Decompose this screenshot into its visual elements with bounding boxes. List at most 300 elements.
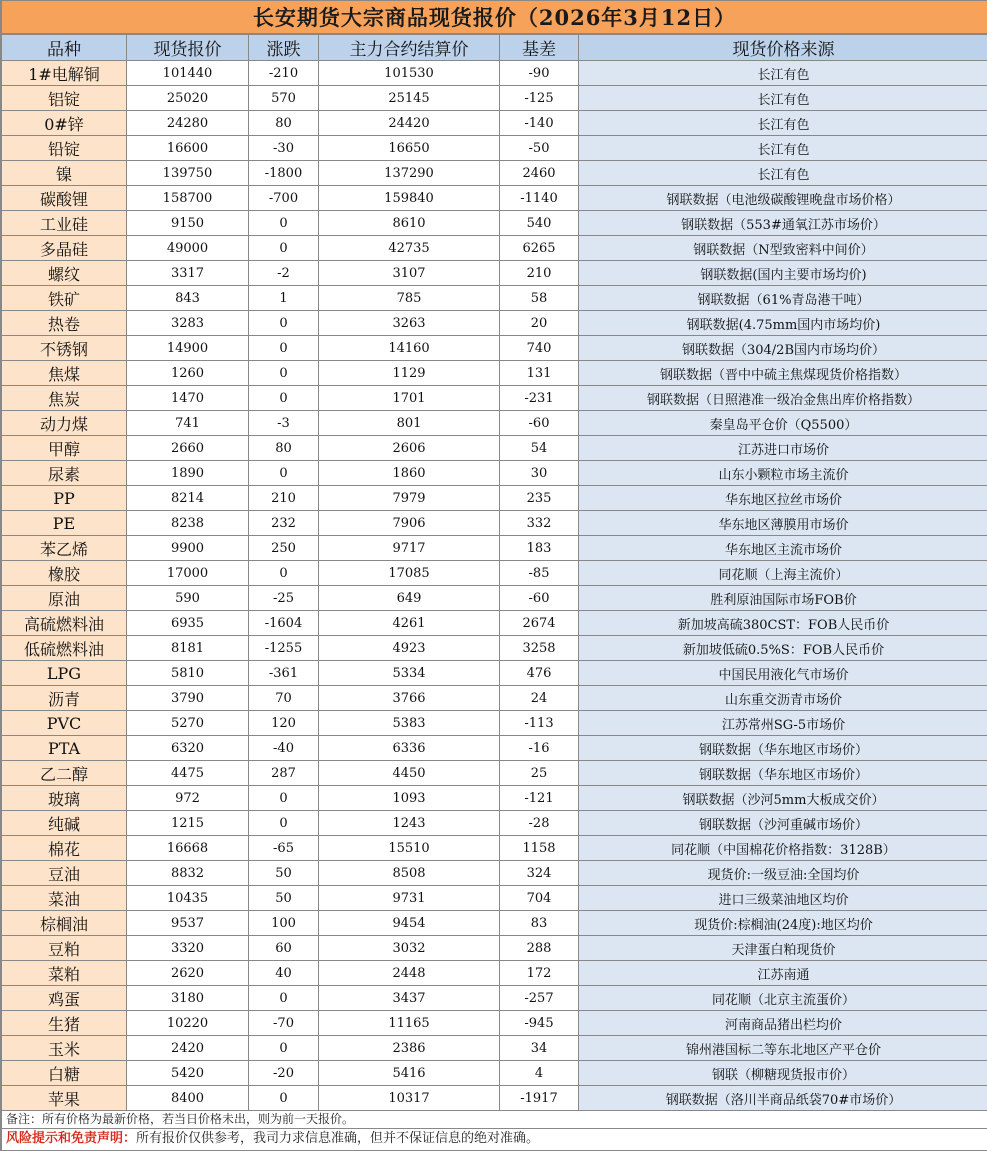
table-row bbox=[2, 811, 987, 836]
table-row bbox=[2, 711, 987, 736]
change-cell: -25 bbox=[249, 586, 319, 611]
table-row bbox=[2, 911, 987, 936]
source-cell: 同花顺（上海主流价） bbox=[579, 561, 987, 586]
source-cell: 钢联数据（洛川半商品纸袋70#市场价） bbox=[579, 1086, 987, 1111]
header-row bbox=[2, 35, 987, 61]
source-cell: 华东地区薄膜用市场价 bbox=[579, 511, 987, 536]
spot-price-cell: 139750 bbox=[127, 161, 249, 186]
variety-cell: 甲醇 bbox=[2, 436, 127, 461]
settlement-cell: 649 bbox=[319, 586, 500, 611]
source-cell: 秦皇岛平仓价（Q5500） bbox=[579, 411, 987, 436]
change-cell: -700 bbox=[249, 186, 319, 211]
table-row bbox=[2, 261, 987, 286]
variety-cell: PVC bbox=[2, 711, 127, 736]
variety-cell: 玉米 bbox=[2, 1036, 127, 1061]
source-cell: 钢联数据（N型致密料中间价） bbox=[579, 236, 987, 261]
settlement-cell: 2386 bbox=[319, 1036, 500, 1061]
spot-price-cell: 5810 bbox=[127, 661, 249, 686]
source-cell: 新加坡低硫0.5%S：FOB人民币价 bbox=[579, 636, 987, 661]
basis-cell: 58 bbox=[500, 286, 579, 311]
change-cell: 210 bbox=[249, 486, 319, 511]
price-table bbox=[1, 34, 987, 1111]
basis-cell: -50 bbox=[500, 136, 579, 161]
change-cell: 40 bbox=[249, 961, 319, 986]
variety-cell: 白糖 bbox=[2, 1061, 127, 1086]
variety-cell: 棕榈油 bbox=[2, 911, 127, 936]
source-cell: 钢联数据（553#通氧江苏市场价） bbox=[579, 211, 987, 236]
variety-cell: 高硫燃料油 bbox=[2, 611, 127, 636]
table-body bbox=[2, 61, 987, 1111]
change-cell: 0 bbox=[249, 236, 319, 261]
variety-cell: 焦炭 bbox=[2, 386, 127, 411]
basis-cell: 476 bbox=[500, 661, 579, 686]
source-cell: 钢联数据(国内主要市场均价) bbox=[579, 261, 987, 286]
source-cell: 钢联（柳糖现货报市价） bbox=[579, 1061, 987, 1086]
basis-cell: 25 bbox=[500, 761, 579, 786]
source-cell: 河南商品猪出栏均价 bbox=[579, 1011, 987, 1036]
source-cell: 长江有色 bbox=[579, 161, 987, 186]
change-cell: -2 bbox=[249, 261, 319, 286]
settlement-cell: 801 bbox=[319, 411, 500, 436]
change-cell: -1255 bbox=[249, 636, 319, 661]
variety-cell: 苹果 bbox=[2, 1086, 127, 1111]
table-row bbox=[2, 86, 987, 111]
table-row bbox=[2, 1061, 987, 1086]
basis-cell: -16 bbox=[500, 736, 579, 761]
source-cell: 钢联数据（电池级碳酸锂晚盘市场价格） bbox=[579, 186, 987, 211]
settlement-cell: 137290 bbox=[319, 161, 500, 186]
settlement-cell: 10317 bbox=[319, 1086, 500, 1111]
change-cell: 0 bbox=[249, 786, 319, 811]
change-cell: -40 bbox=[249, 736, 319, 761]
spot-price-cell: 741 bbox=[127, 411, 249, 436]
variety-cell: 生猪 bbox=[2, 1011, 127, 1036]
variety-cell: PTA bbox=[2, 736, 127, 761]
change-cell: 0 bbox=[249, 1036, 319, 1061]
variety-cell: 菜粕 bbox=[2, 961, 127, 986]
spot-price-cell: 1890 bbox=[127, 461, 249, 486]
settlement-cell: 101530 bbox=[319, 61, 500, 86]
header-source: 现货价格来源 bbox=[579, 35, 987, 61]
settlement-cell: 3437 bbox=[319, 986, 500, 1011]
settlement-cell: 7979 bbox=[319, 486, 500, 511]
settlement-cell: 7906 bbox=[319, 511, 500, 536]
variety-cell: 鸡蛋 bbox=[2, 986, 127, 1011]
basis-cell: -28 bbox=[500, 811, 579, 836]
variety-cell: 焦煤 bbox=[2, 361, 127, 386]
change-cell: 0 bbox=[249, 811, 319, 836]
change-cell: 50 bbox=[249, 886, 319, 911]
source-cell: 长江有色 bbox=[579, 136, 987, 161]
spot-price-cell: 8400 bbox=[127, 1086, 249, 1111]
settlement-cell: 8508 bbox=[319, 861, 500, 886]
spot-price-cell: 5270 bbox=[127, 711, 249, 736]
change-cell: -361 bbox=[249, 661, 319, 686]
change-cell: 0 bbox=[249, 311, 319, 336]
settlement-cell: 1093 bbox=[319, 786, 500, 811]
settlement-cell: 9731 bbox=[319, 886, 500, 911]
change-cell: 120 bbox=[249, 711, 319, 736]
settlement-cell: 785 bbox=[319, 286, 500, 311]
basis-cell: 3258 bbox=[500, 636, 579, 661]
table-row bbox=[2, 661, 987, 686]
basis-cell: 210 bbox=[500, 261, 579, 286]
source-cell: 钢联数据（61%青岛港干吨） bbox=[579, 286, 987, 311]
basis-cell: -113 bbox=[500, 711, 579, 736]
settlement-cell: 1860 bbox=[319, 461, 500, 486]
source-cell: 江苏常州SG-5市场价 bbox=[579, 711, 987, 736]
spot-price-cell: 10220 bbox=[127, 1011, 249, 1036]
table-row bbox=[2, 1086, 987, 1111]
variety-cell: 工业硅 bbox=[2, 211, 127, 236]
change-cell: 287 bbox=[249, 761, 319, 786]
variety-cell: 多晶硅 bbox=[2, 236, 127, 261]
basis-cell: 740 bbox=[500, 336, 579, 361]
basis-cell: 332 bbox=[500, 511, 579, 536]
source-cell: 华东地区主流市场价 bbox=[579, 536, 987, 561]
variety-cell: 碳酸锂 bbox=[2, 186, 127, 211]
change-cell: 0 bbox=[249, 211, 319, 236]
change-cell: 0 bbox=[249, 336, 319, 361]
basis-cell: 540 bbox=[500, 211, 579, 236]
basis-cell: -945 bbox=[500, 1011, 579, 1036]
basis-cell: 183 bbox=[500, 536, 579, 561]
variety-cell: 0#锌 bbox=[2, 111, 127, 136]
change-cell: 0 bbox=[249, 561, 319, 586]
variety-cell: 菜油 bbox=[2, 886, 127, 911]
variety-cell: PP bbox=[2, 486, 127, 511]
spot-price-cell: 14900 bbox=[127, 336, 249, 361]
change-cell: 1 bbox=[249, 286, 319, 311]
basis-cell: -1917 bbox=[500, 1086, 579, 1111]
change-cell: -30 bbox=[249, 136, 319, 161]
basis-cell: 288 bbox=[500, 936, 579, 961]
spot-price-cell: 10435 bbox=[127, 886, 249, 911]
change-cell: 250 bbox=[249, 536, 319, 561]
settlement-cell: 15510 bbox=[319, 836, 500, 861]
source-cell: 长江有色 bbox=[579, 111, 987, 136]
spot-price-cell: 5420 bbox=[127, 1061, 249, 1086]
table-row bbox=[2, 861, 987, 886]
variety-cell: 豆油 bbox=[2, 861, 127, 886]
variety-cell: 热卷 bbox=[2, 311, 127, 336]
table-row bbox=[2, 161, 987, 186]
variety-cell: 原油 bbox=[2, 586, 127, 611]
source-cell: 钢联数据（沙河5mm大板成交价） bbox=[579, 786, 987, 811]
spot-price-cell: 972 bbox=[127, 786, 249, 811]
variety-cell: 沥青 bbox=[2, 686, 127, 711]
table-row bbox=[2, 686, 987, 711]
spot-price-cell: 3283 bbox=[127, 311, 249, 336]
source-cell: 山东小颗粒市场主流价 bbox=[579, 461, 987, 486]
settlement-cell: 1129 bbox=[319, 361, 500, 386]
table-row bbox=[2, 61, 987, 86]
spot-price-cell: 3790 bbox=[127, 686, 249, 711]
basis-cell: -121 bbox=[500, 786, 579, 811]
basis-cell: 30 bbox=[500, 461, 579, 486]
source-cell: 钢联数据（华东地区市场价） bbox=[579, 761, 987, 786]
table-row bbox=[2, 936, 987, 961]
settlement-cell: 4923 bbox=[319, 636, 500, 661]
basis-cell: 2674 bbox=[500, 611, 579, 636]
table-row bbox=[2, 836, 987, 861]
source-cell: 中国民用液化气市场价 bbox=[579, 661, 987, 686]
change-cell: 232 bbox=[249, 511, 319, 536]
change-cell: 0 bbox=[249, 461, 319, 486]
spot-price-cell: 2420 bbox=[127, 1036, 249, 1061]
basis-cell: -85 bbox=[500, 561, 579, 586]
risk-text: 所有报价仅供参考，我司力求信息准确，但并不保证信息的绝对准确。 bbox=[136, 1131, 539, 1146]
basis-cell: 54 bbox=[500, 436, 579, 461]
variety-cell: 纯碱 bbox=[2, 811, 127, 836]
risk-disclaimer bbox=[1, 1129, 987, 1151]
change-cell: 0 bbox=[249, 986, 319, 1011]
source-cell: 江苏南通 bbox=[579, 961, 987, 986]
variety-cell: PE bbox=[2, 511, 127, 536]
settlement-cell: 4261 bbox=[319, 611, 500, 636]
settlement-cell: 6336 bbox=[319, 736, 500, 761]
variety-cell: 动力煤 bbox=[2, 411, 127, 436]
table-row bbox=[2, 361, 987, 386]
table-row bbox=[2, 111, 987, 136]
spot-price-cell: 8238 bbox=[127, 511, 249, 536]
settlement-cell: 24420 bbox=[319, 111, 500, 136]
settlement-cell: 42735 bbox=[319, 236, 500, 261]
variety-cell: 不锈钢 bbox=[2, 336, 127, 361]
change-cell: 80 bbox=[249, 111, 319, 136]
spot-price-cell: 158700 bbox=[127, 186, 249, 211]
table-row bbox=[2, 1036, 987, 1061]
table-row bbox=[2, 611, 987, 636]
source-cell: 钢联数据（日照港准一级冶金焦出库价格指数） bbox=[579, 386, 987, 411]
table-row bbox=[2, 586, 987, 611]
basis-cell: 4 bbox=[500, 1061, 579, 1086]
spot-price-cell: 1215 bbox=[127, 811, 249, 836]
spot-price-cell: 8181 bbox=[127, 636, 249, 661]
variety-cell: 豆粕 bbox=[2, 936, 127, 961]
table-row bbox=[2, 461, 987, 486]
table-row bbox=[2, 561, 987, 586]
source-cell: 钢联数据（304/2B国内市场均价） bbox=[579, 336, 987, 361]
change-cell: 0 bbox=[249, 386, 319, 411]
spot-price-cell: 49000 bbox=[127, 236, 249, 261]
spot-price-cell: 6935 bbox=[127, 611, 249, 636]
source-cell: 钢联数据(4.75mm国内市场均价) bbox=[579, 311, 987, 336]
settlement-cell: 3766 bbox=[319, 686, 500, 711]
table-row bbox=[2, 986, 987, 1011]
table-row bbox=[2, 386, 987, 411]
variety-cell: 棉花 bbox=[2, 836, 127, 861]
spot-price-cell: 17000 bbox=[127, 561, 249, 586]
spot-price-cell: 3180 bbox=[127, 986, 249, 1011]
source-cell: 现货价:棕榈油(24度):地区均价 bbox=[579, 911, 987, 936]
settlement-cell: 8610 bbox=[319, 211, 500, 236]
variety-cell: 玻璃 bbox=[2, 786, 127, 811]
basis-cell: -60 bbox=[500, 411, 579, 436]
table-row bbox=[2, 761, 987, 786]
source-cell: 进口三级菜油地区均价 bbox=[579, 886, 987, 911]
settlement-cell: 17085 bbox=[319, 561, 500, 586]
source-cell: 新加坡高硫380CST：FOB人民币价 bbox=[579, 611, 987, 636]
basis-cell: -90 bbox=[500, 61, 579, 86]
settlement-cell: 9454 bbox=[319, 911, 500, 936]
change-cell: -20 bbox=[249, 1061, 319, 1086]
settlement-cell: 2448 bbox=[319, 961, 500, 986]
table-row bbox=[2, 486, 987, 511]
table-row bbox=[2, 786, 987, 811]
basis-cell: 131 bbox=[500, 361, 579, 386]
spot-price-cell: 4475 bbox=[127, 761, 249, 786]
table-row bbox=[2, 211, 987, 236]
settlement-cell: 2606 bbox=[319, 436, 500, 461]
basis-cell: 34 bbox=[500, 1036, 579, 1061]
spot-price-cell: 3317 bbox=[127, 261, 249, 286]
source-cell: 同花顺（中国棉花价格指数：3128B） bbox=[579, 836, 987, 861]
header-basis: 基差 bbox=[500, 35, 579, 61]
settlement-cell: 4450 bbox=[319, 761, 500, 786]
settlement-cell: 3263 bbox=[319, 311, 500, 336]
basis-cell: 324 bbox=[500, 861, 579, 886]
header-settlement: 主力合约结算价 bbox=[319, 35, 500, 61]
spot-price-cell: 3320 bbox=[127, 936, 249, 961]
settlement-cell: 9717 bbox=[319, 536, 500, 561]
spot-price-cell: 6320 bbox=[127, 736, 249, 761]
table-row bbox=[2, 311, 987, 336]
basis-cell: 172 bbox=[500, 961, 579, 986]
settlement-cell: 16650 bbox=[319, 136, 500, 161]
change-cell: -1800 bbox=[249, 161, 319, 186]
basis-cell: 83 bbox=[500, 911, 579, 936]
source-cell: 钢联数据（沙河重碱市场价） bbox=[579, 811, 987, 836]
table-row bbox=[2, 736, 987, 761]
spot-price-cell: 16668 bbox=[127, 836, 249, 861]
source-cell: 长江有色 bbox=[579, 86, 987, 111]
spot-price-cell: 9150 bbox=[127, 211, 249, 236]
header-change: 涨跌 bbox=[249, 35, 319, 61]
header-variety: 品种 bbox=[2, 35, 127, 61]
settlement-cell: 159840 bbox=[319, 186, 500, 211]
spot-price-cell: 2620 bbox=[127, 961, 249, 986]
basis-cell: -231 bbox=[500, 386, 579, 411]
variety-cell: 苯乙烯 bbox=[2, 536, 127, 561]
settlement-cell: 1701 bbox=[319, 386, 500, 411]
table-row bbox=[2, 536, 987, 561]
spot-price-cell: 8832 bbox=[127, 861, 249, 886]
risk-label: 风险提示和免责声明： bbox=[6, 1131, 136, 1146]
table-row bbox=[2, 236, 987, 261]
variety-cell: 低硫燃料油 bbox=[2, 636, 127, 661]
source-cell: 现货价:一级豆油:全国均价 bbox=[579, 861, 987, 886]
basis-cell: -1140 bbox=[500, 186, 579, 211]
variety-cell: 尿素 bbox=[2, 461, 127, 486]
variety-cell: 螺纹 bbox=[2, 261, 127, 286]
spot-price-cell: 24280 bbox=[127, 111, 249, 136]
source-cell: 锦州港国标二等东北地区产平仓价 bbox=[579, 1036, 987, 1061]
table-row bbox=[2, 511, 987, 536]
spot-price-cell: 2660 bbox=[127, 436, 249, 461]
spot-price-cell: 590 bbox=[127, 586, 249, 611]
source-cell: 江苏进口市场价 bbox=[579, 436, 987, 461]
variety-cell: LPG bbox=[2, 661, 127, 686]
basis-cell: -60 bbox=[500, 586, 579, 611]
spot-price-cell: 9537 bbox=[127, 911, 249, 936]
source-cell: 天津蛋白粕现货价 bbox=[579, 936, 987, 961]
basis-cell: 20 bbox=[500, 311, 579, 336]
settlement-cell: 3032 bbox=[319, 936, 500, 961]
variety-cell: 1#电解铜 bbox=[2, 61, 127, 86]
table-row bbox=[2, 411, 987, 436]
change-cell: 70 bbox=[249, 686, 319, 711]
basis-cell: 2460 bbox=[500, 161, 579, 186]
source-cell: 同花顺（北京主流蛋价） bbox=[579, 986, 987, 1011]
settlement-cell: 14160 bbox=[319, 336, 500, 361]
change-cell: 0 bbox=[249, 361, 319, 386]
basis-cell: -125 bbox=[500, 86, 579, 111]
source-cell: 胜利原油国际市场FOB价 bbox=[579, 586, 987, 611]
table-row bbox=[2, 636, 987, 661]
basis-cell: 704 bbox=[500, 886, 579, 911]
source-cell: 钢联数据（华东地区市场价） bbox=[579, 736, 987, 761]
change-cell: -1604 bbox=[249, 611, 319, 636]
basis-cell: -257 bbox=[500, 986, 579, 1011]
settlement-cell: 1243 bbox=[319, 811, 500, 836]
table-row bbox=[2, 961, 987, 986]
change-cell: 570 bbox=[249, 86, 319, 111]
sheet-title: 长安期货大宗商品现货报价（2026年3月12日） bbox=[1, 0, 987, 34]
table-row bbox=[2, 1011, 987, 1036]
basis-cell: 6265 bbox=[500, 236, 579, 261]
spot-price-cell: 101440 bbox=[127, 61, 249, 86]
source-cell: 钢联数据（晋中中硫主焦煤现货价格指数） bbox=[579, 361, 987, 386]
variety-cell: 橡胶 bbox=[2, 561, 127, 586]
table-row bbox=[2, 886, 987, 911]
spot-price-cell: 9900 bbox=[127, 536, 249, 561]
change-cell: 50 bbox=[249, 861, 319, 886]
variety-cell: 乙二醇 bbox=[2, 761, 127, 786]
spot-price-cell: 843 bbox=[127, 286, 249, 311]
settlement-cell: 5334 bbox=[319, 661, 500, 686]
table-row bbox=[2, 286, 987, 311]
basis-cell: 24 bbox=[500, 686, 579, 711]
change-cell: 0 bbox=[249, 1086, 319, 1111]
footnote: 备注：所有价格为最新价格，若当日价格未出，则为前一天报价。 bbox=[1, 1111, 987, 1129]
variety-cell: 铝锭 bbox=[2, 86, 127, 111]
basis-cell: 235 bbox=[500, 486, 579, 511]
change-cell: -3 bbox=[249, 411, 319, 436]
change-cell: -210 bbox=[249, 61, 319, 86]
table-row bbox=[2, 136, 987, 161]
source-cell: 华东地区拉丝市场价 bbox=[579, 486, 987, 511]
variety-cell: 铁矿 bbox=[2, 286, 127, 311]
source-cell: 山东重交沥青市场价 bbox=[579, 686, 987, 711]
settlement-cell: 5383 bbox=[319, 711, 500, 736]
settlement-cell: 5416 bbox=[319, 1061, 500, 1086]
variety-cell: 镍 bbox=[2, 161, 127, 186]
settlement-cell: 25145 bbox=[319, 86, 500, 111]
basis-cell: 1158 bbox=[500, 836, 579, 861]
settlement-cell: 11165 bbox=[319, 1011, 500, 1036]
change-cell: 60 bbox=[249, 936, 319, 961]
variety-cell: 铅锭 bbox=[2, 136, 127, 161]
table-row bbox=[2, 186, 987, 211]
change-cell: 80 bbox=[249, 436, 319, 461]
spot-price-cell: 16600 bbox=[127, 136, 249, 161]
spot-price-cell: 1260 bbox=[127, 361, 249, 386]
settlement-cell: 3107 bbox=[319, 261, 500, 286]
header-spot-price: 现货报价 bbox=[127, 35, 249, 61]
table-row bbox=[2, 336, 987, 361]
spot-price-cell: 8214 bbox=[127, 486, 249, 511]
